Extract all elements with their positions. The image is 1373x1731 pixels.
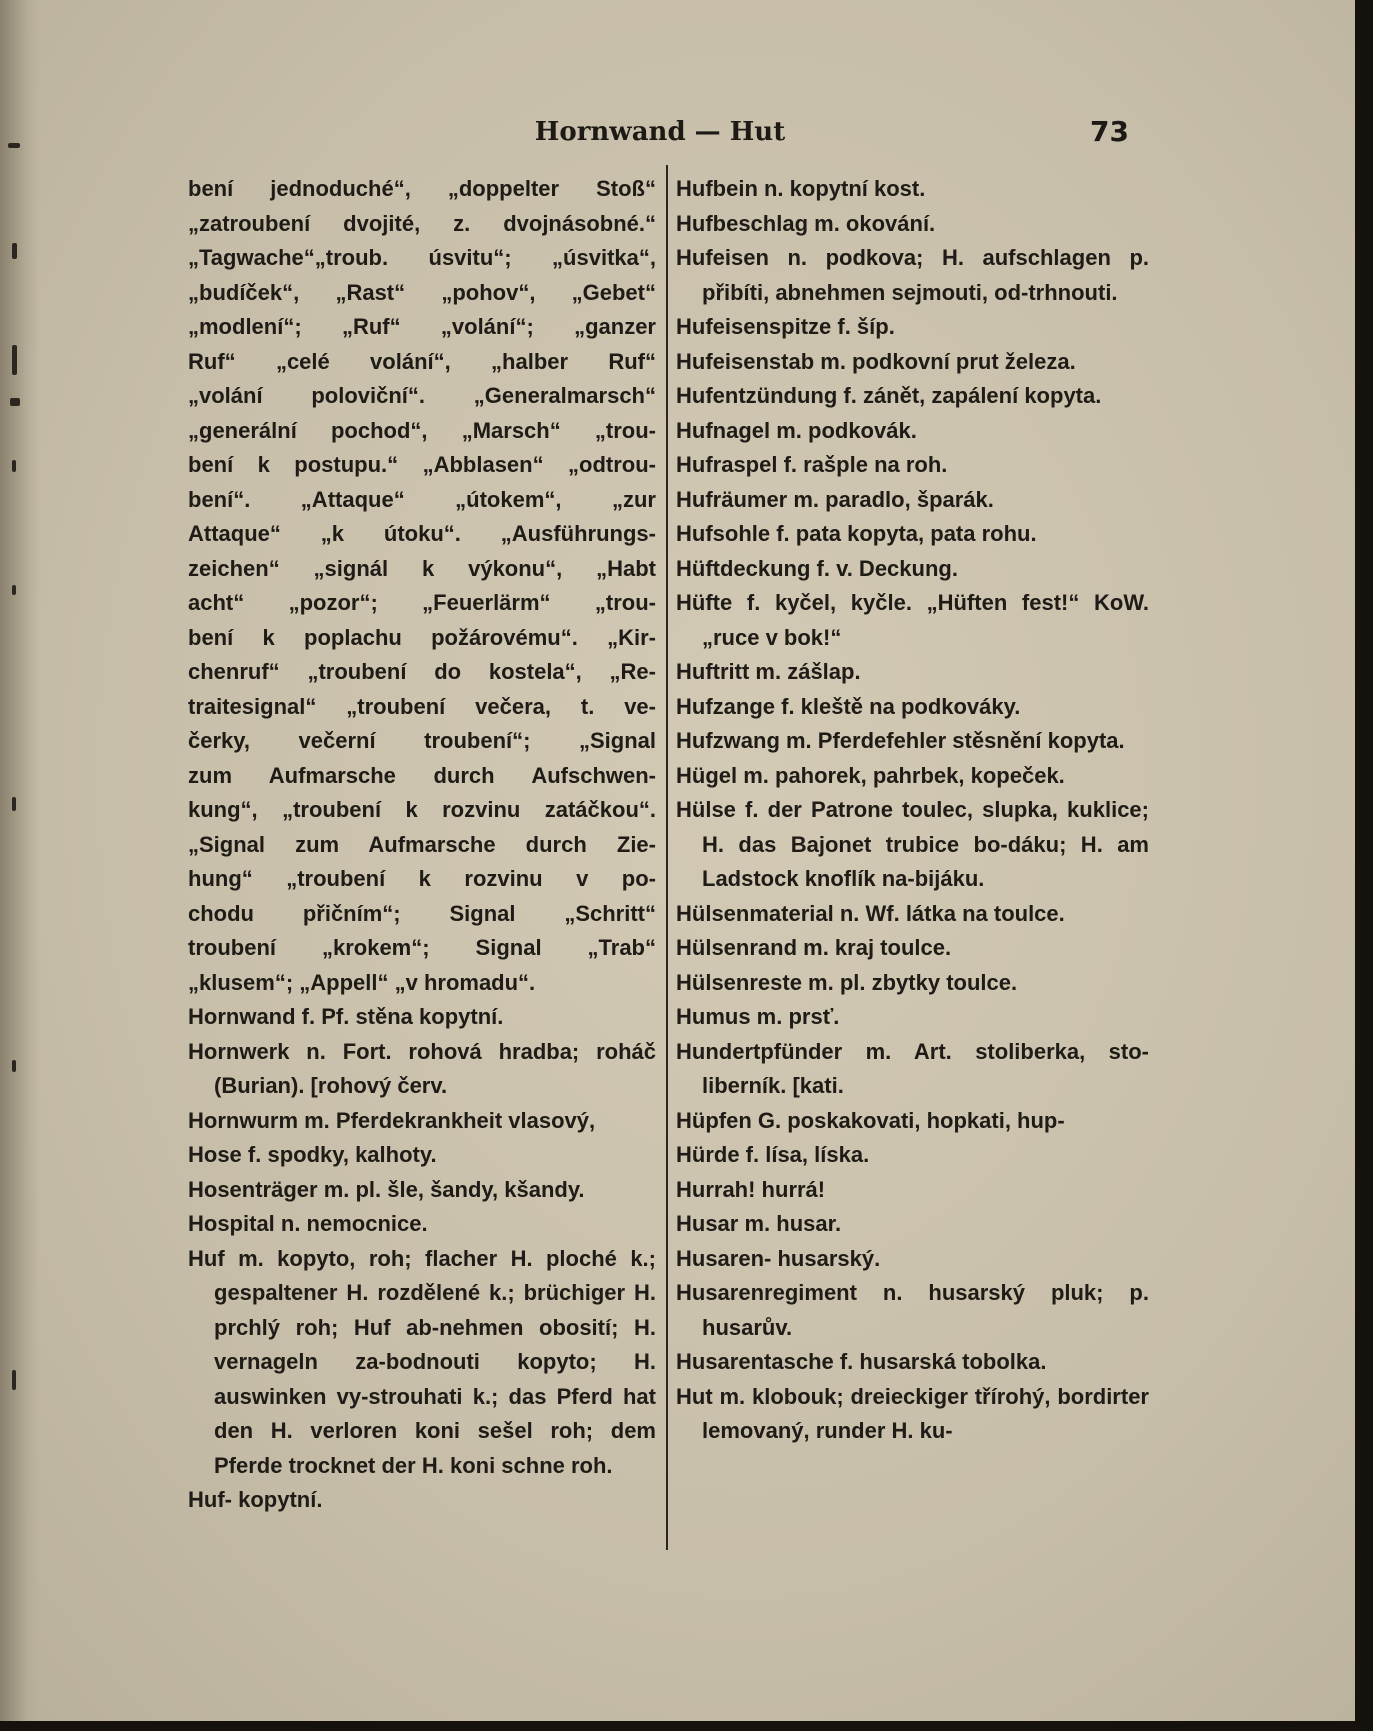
binding-mark xyxy=(12,797,16,811)
dictionary-entry: Hufeisenstab m. podkovní prut železa. xyxy=(676,348,1076,374)
dictionary-entry: Hufzange f. kleště na podkováky. xyxy=(676,693,1021,719)
continuation-line: „zatroubení dvojité, z. dvojnásobné.“ xyxy=(188,210,656,236)
dictionary-entry: Humus m. prsť. xyxy=(676,1004,840,1029)
continuation-line: bení jednoduché“, „doppelter Stoß“ xyxy=(188,176,656,201)
dictionary-entry: Hürde f. lísa, líska. xyxy=(676,1142,870,1167)
dictionary-entry: Hülsenmaterial n. Wf. látka na toulce. xyxy=(676,900,1065,926)
continuation-line: bení k poplachu požárovému“. „Kir- xyxy=(188,624,656,650)
dictionary-entry: Husar m. husar. xyxy=(676,1211,842,1236)
binding-mark xyxy=(12,1060,16,1072)
dictionary-entry: Hose f. spodky, kalhoty. xyxy=(188,1142,437,1167)
dictionary-entry: Hufbein n. kopytní kost. xyxy=(676,176,926,201)
dictionary-entry: Hülsenreste m. pl. zbytky toulce. xyxy=(676,969,1018,995)
dictionary-entry: Hufeisen n. podkova; H. aufschlagen p. přibíti, abnehmen sejmouti, od-trhnouti. xyxy=(676,245,1149,305)
binding-mark xyxy=(10,398,20,406)
continuation-line: „budíček“, „Rast“ „pohov“, „Gebet“ xyxy=(188,279,656,305)
continuation-line: bení“. „Attaque“ „útokem“, „zur xyxy=(188,486,656,512)
dictionary-entry: Hüpfen G. poskakovati, hopkati, hup- xyxy=(676,1107,1065,1133)
continuation-line: troubení „krokem“; Signal „Trab“ xyxy=(188,935,656,960)
continuation-line: chodu přičním“; Signal „Schritt“ xyxy=(188,900,656,926)
continuation-line: „generální pochod“, „Marsch“ „trou- xyxy=(188,417,656,443)
continuation-line: „klusem“; „Appell“ „v hromadu“. xyxy=(188,969,536,995)
continuation-line: „Signal zum Aufmarsche durch Zie- xyxy=(188,831,656,857)
dictionary-entry: Hufbeschlag m. okování. xyxy=(676,210,936,236)
continuation-line: Attaque“ „k útoku“. „Ausführungs- xyxy=(188,521,656,546)
left-column xyxy=(188,172,656,1518)
continuation-line: hung“ „troubení k rozvinu v po- xyxy=(188,866,656,891)
dictionary-entry: Hügel m. pahorek, pahrbek, kopeček. xyxy=(676,762,1065,788)
dictionary-entry: Huftritt m. zášlap. xyxy=(676,659,861,684)
continuation-line: zeichen“ „signál k výkonu“, „Habt xyxy=(188,555,656,581)
right-column xyxy=(676,172,1149,1449)
continuation-line: „modlení“; „Ruf“ „volání“; „ganzer xyxy=(188,314,656,339)
continuation-line: „volání poloviční“. „Generalmarsch“ xyxy=(188,383,656,408)
binding-mark xyxy=(12,1370,16,1390)
page-number: 73 xyxy=(1090,115,1129,148)
dictionary-entry: Hosenträger m. pl. šle, šandy, kšandy. xyxy=(188,1176,585,1202)
continuation-line: traitesignal“ „troubení večera, t. ve- xyxy=(188,693,656,719)
dictionary-entry: Hufraspel f. rašple na roh. xyxy=(676,452,948,477)
dictionary-entry: Hornwerk n. Fort. rohová hradba; roháč (Burian). [rohový červ. xyxy=(188,1038,656,1098)
dictionary-entry: Hospital n. nemocnice. xyxy=(188,1211,428,1236)
dictionary-entry: Hut m. klobouk; dreieckiger třírohý, bordirter lemovaný, runder H. ku- xyxy=(676,1383,1149,1443)
dictionary-entry: Huf- kopytní. xyxy=(188,1487,323,1512)
dictionary-entry: Hufentzündung f. zánět, zapálení kopyta. xyxy=(676,383,1102,408)
binding-mark xyxy=(12,243,17,259)
dictionary-entry: Hufzwang m. Pferdefehler stěsnění kopyta. xyxy=(676,728,1125,753)
binding-mark xyxy=(12,345,17,375)
continuation-line: čerky, večerní troubení“; „Signal xyxy=(188,728,656,753)
dictionary-entry: Hufnagel m. podkovák. xyxy=(676,417,917,443)
dictionary-entry: Hufräumer m. paradlo, šparák. xyxy=(676,486,994,512)
running-header xyxy=(0,112,1355,152)
binding-mark xyxy=(12,460,16,472)
page-gutter xyxy=(0,0,40,1721)
dictionary-entry: Hüfte f. kyčel, kyčle. „Hüften fest!“ KoW. „ruce v bok!“ xyxy=(676,590,1149,650)
column-divider xyxy=(666,165,668,1550)
dictionary-entry: Husarenregiment n. husarský pluk; p. husarův. xyxy=(676,1280,1149,1340)
dictionary-entry: Hüftdeckung f. v. Deckung. xyxy=(676,555,958,581)
continuation-line: „Tagwache“„troub. úsvitu“; „úsvitka“, xyxy=(188,245,656,270)
dictionary-entry: Hornwurm m. Pferdekrankheit vlasový, xyxy=(188,1107,596,1133)
continuation-line: zum Aufmarsche durch Aufschwen- xyxy=(188,762,656,788)
continuation-line: chenruf“ „troubení do kostela“, „Re- xyxy=(188,659,656,684)
dictionary-entry: Hornwand f. Pf. stěna kopytní. xyxy=(188,1004,504,1029)
continuation-line: acht“ „pozor“; „Feuerlärm“ „trou- xyxy=(188,590,656,615)
dictionary-entry: Hülsenrand m. kraj toulce. xyxy=(676,935,952,960)
dictionary-entry: Huf m. kopyto, roh; flacher H. ploché k.; gespaltener H. rozdělené k.; brüchiger H. prchlý roh; Huf ab-nehmen obosití; H. vernageln za-bodnouti kopyto; H. auswinken vy-strouhati k.; das Pferd hat den H. verloren koni sešel roh; dem Pferde trocknet der H. koni schne roh. xyxy=(188,1245,656,1478)
continuation-line: Ruf“ „celé volání“, „halber Ruf“ xyxy=(188,348,656,374)
dictionary-entry: Hurrah! hurrá! xyxy=(676,1176,826,1202)
continuation-line: bení k postupu.“ „Abblasen“ „odtrou- xyxy=(188,452,656,477)
dictionary-entry: Hundertpfünder m. Art. stoliberka, sto-liberník. [kati. xyxy=(676,1038,1149,1098)
dictionary-entry: Hufeisenspitze f. šíp. xyxy=(676,314,895,339)
continuation-line: kung“, „troubení k rozvinu zatáčkou“. xyxy=(188,797,656,822)
dictionary-entry: Hülse f. der Patrone toulec, slupka, kuklice; H. das Bajonet trubice bo-dáku; H. am Ladstock knoflík na-bijáku. xyxy=(676,797,1149,891)
dictionary-entry: Husarentasche f. husarská tobolka. xyxy=(676,1349,1047,1374)
dictionary-entry: Husaren- husarský. xyxy=(676,1245,881,1271)
binding-mark xyxy=(12,585,16,595)
header-title: Hornwand — Hut xyxy=(534,117,786,147)
dictionary-entry: Hufsohle f. pata kopyta, pata rohu. xyxy=(676,521,1037,546)
